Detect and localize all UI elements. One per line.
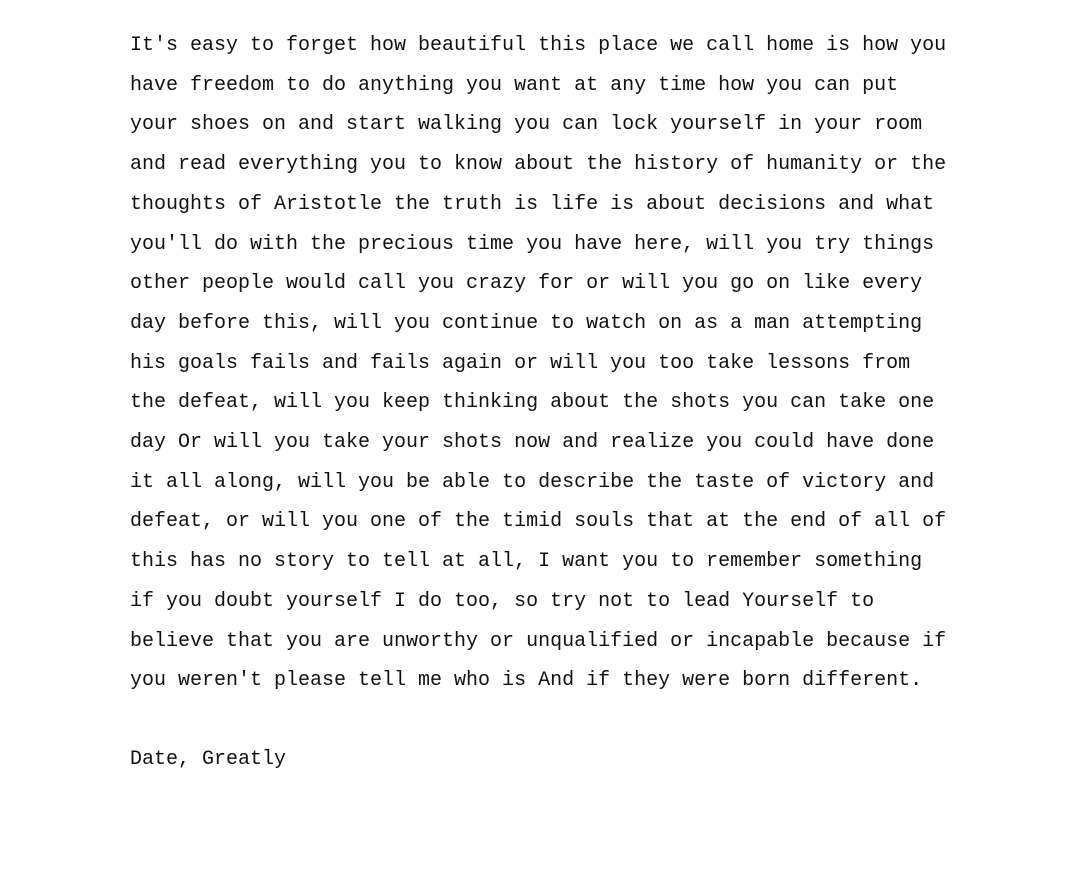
text-line: day before this, will you continue to watch on as a man attempting	[130, 311, 923, 335]
text-line: believe that you are unworthy or unqualified or incapable because if	[130, 629, 947, 653]
text-line: his goals fails and fails again or will you too take lessons from	[130, 351, 911, 375]
text-line: day Or will you take your shots now and realize you could have done	[130, 431, 935, 455]
signature: Date, Greatly	[130, 748, 287, 771]
text-line: other people would call you crazy for or will you go on like every	[130, 272, 923, 296]
body-text	[130, 26, 960, 701]
text-line: the defeat, will you keep thinking about the shots you can take one	[130, 391, 935, 415]
text-line: your shoes on and start walking you can lock yourself in your room	[130, 113, 923, 137]
text-line: defeat, or will you one of the timid souls that at the end of all of	[130, 510, 947, 534]
text-line: it all along, will you be able to describe the taste of victory and	[130, 470, 935, 494]
text-line: you'll do with the precious time you have here, will you try things	[130, 232, 935, 256]
text-line: have freedom to do anything you want at any time how you can put	[130, 73, 899, 97]
text-line: this has no story to tell at all, I want you to remember something	[130, 550, 923, 574]
text-line: if you doubt yourself I do too, so try not to lead Yourself to	[130, 589, 875, 613]
text-line: It's easy to forget how beautiful this place we call home is how you	[130, 34, 947, 57]
text-line: you weren't please tell me who is And if they were born different.	[130, 669, 923, 693]
text-line: and read everything you to know about the history of humanity or the	[130, 153, 947, 177]
text-line: thoughts of Aristotle the truth is life is about decisions and what	[130, 192, 935, 216]
